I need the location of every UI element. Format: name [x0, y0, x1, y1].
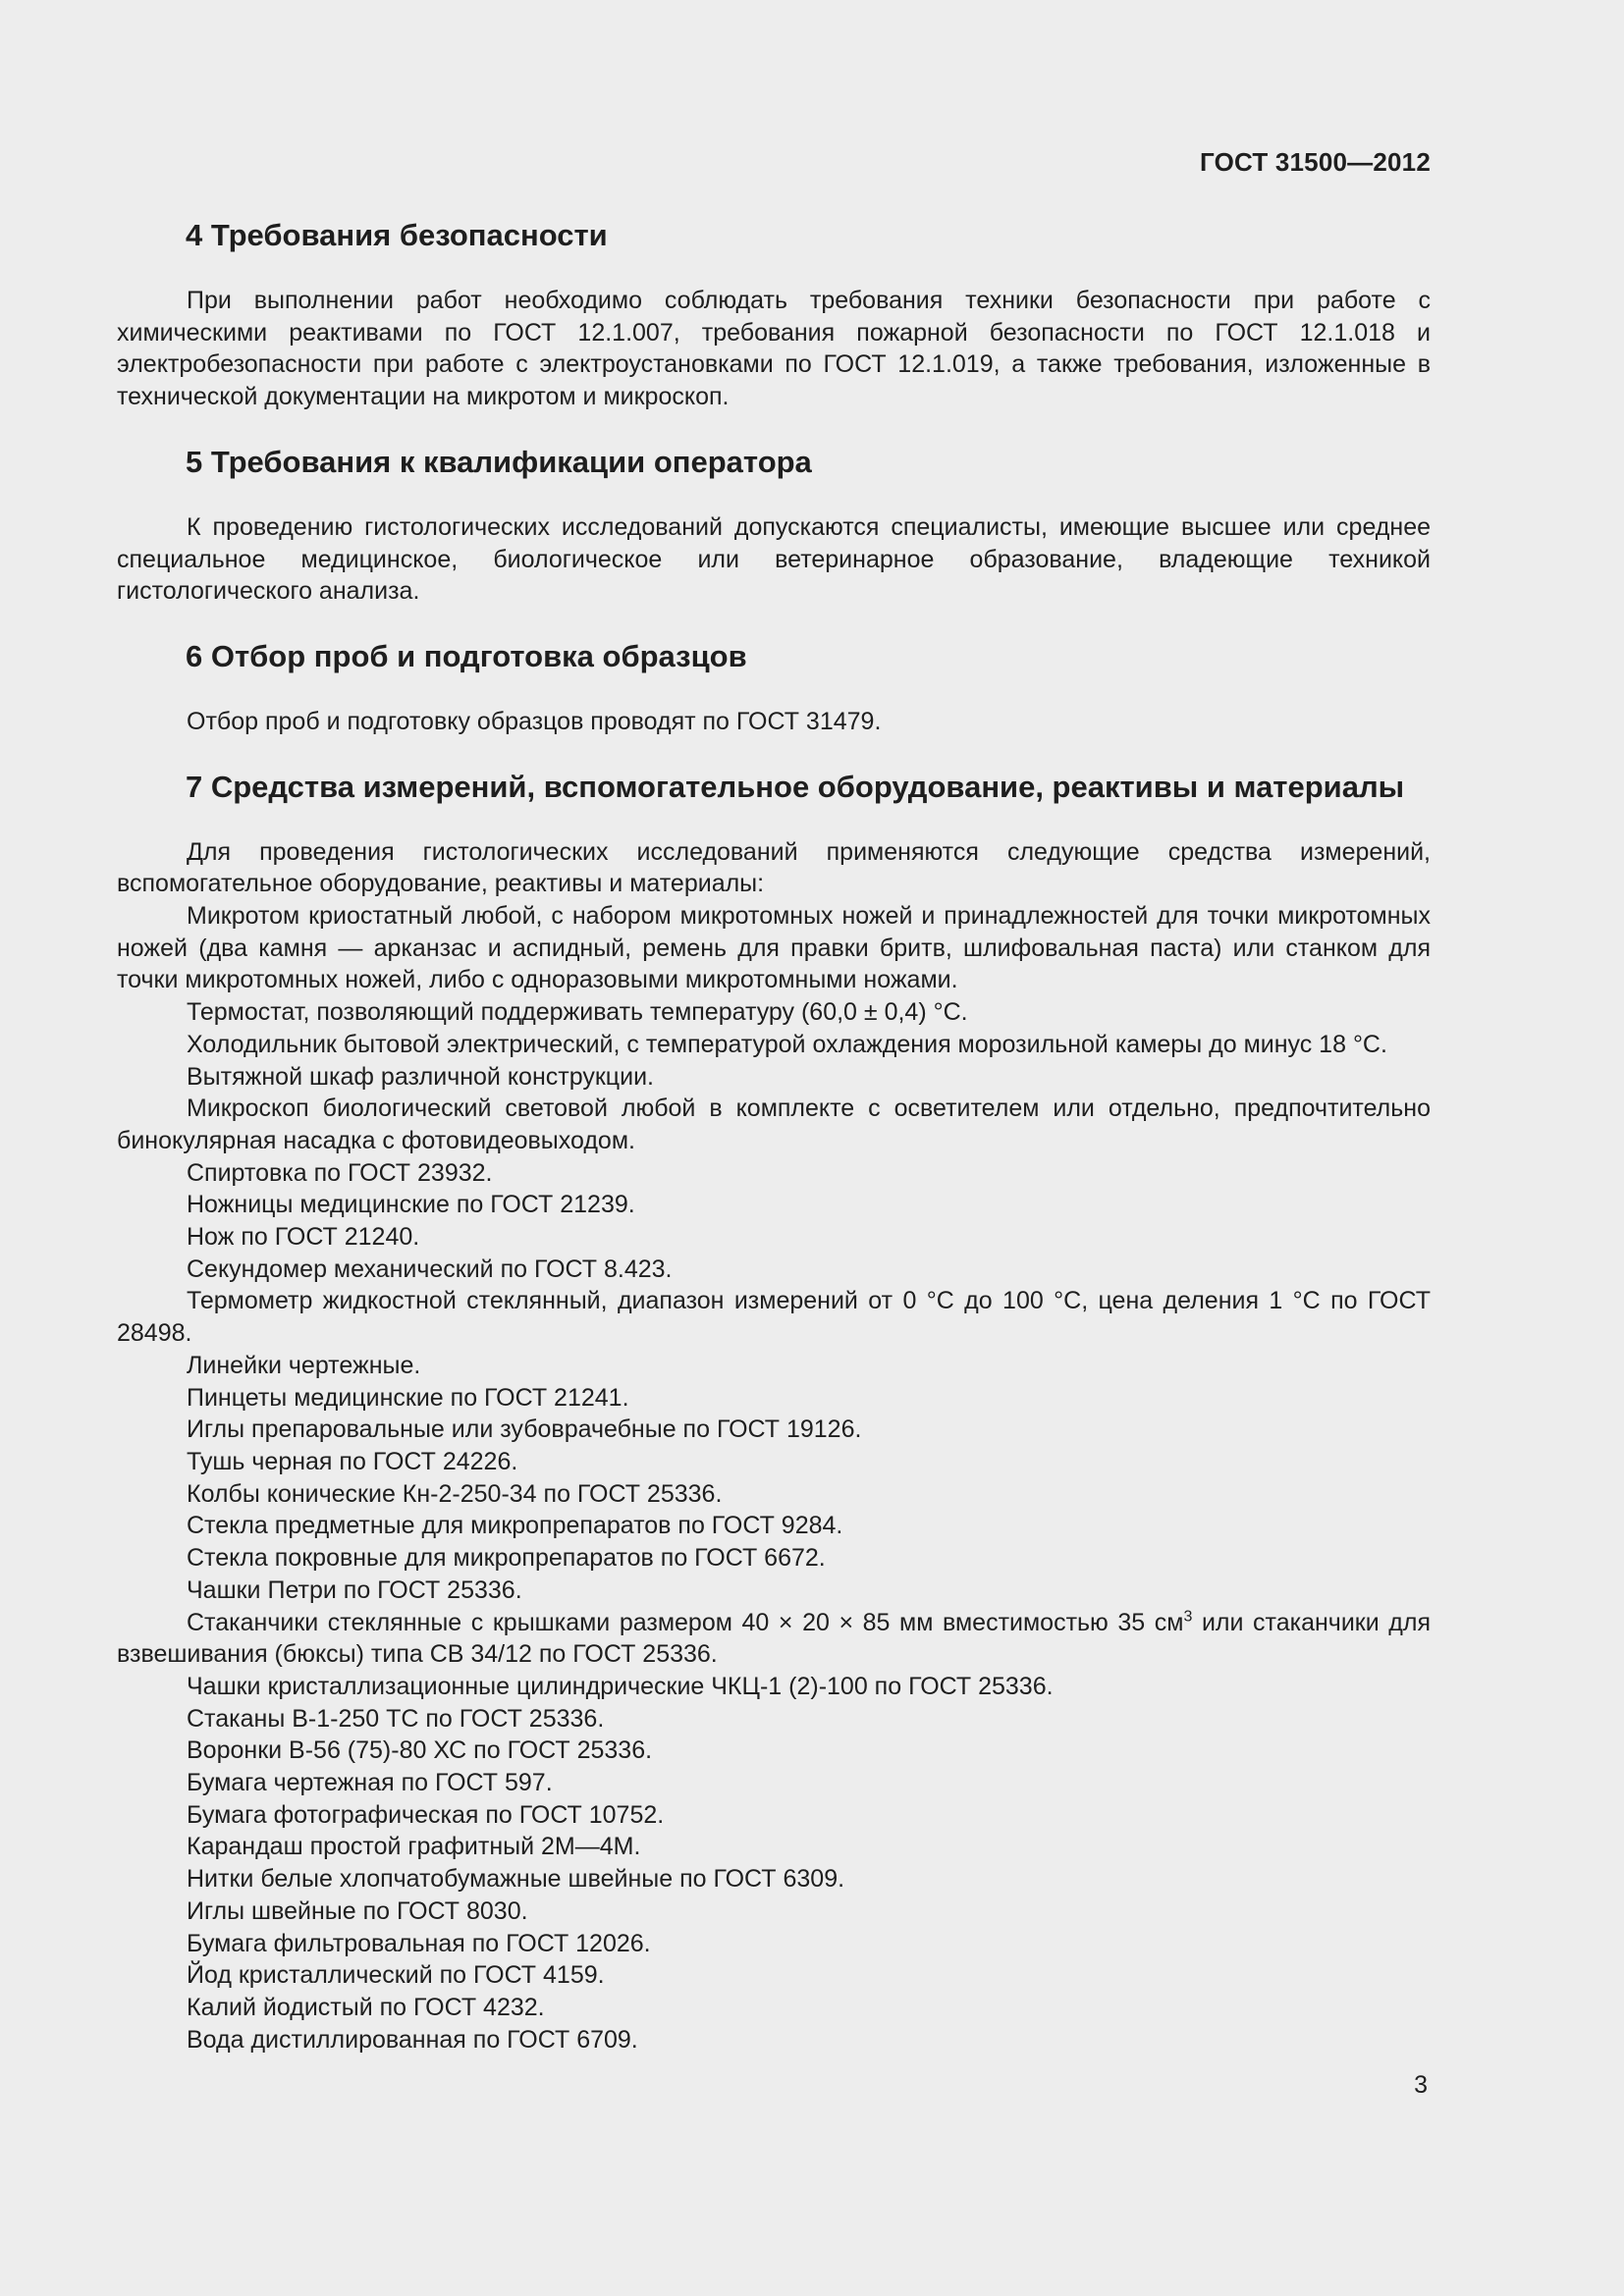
list-item: Вытяжной шкаф различной конструкции.	[187, 1062, 654, 1091]
list-item: Колбы конические Кн-2-250-34 по ГОСТ 25336.	[187, 1479, 723, 1508]
list-item: Ножницы медицинские по ГОСТ 21239.	[187, 1191, 635, 1219]
list-item: Бумага фотографическая по ГОСТ 10752.	[187, 1800, 665, 1829]
list-item: Термостат, позволяющий поддерживать температуру (60,0 ± 0,4) °С.	[187, 998, 968, 1027]
section-equipment	[117, 768, 1431, 2056]
paragraph: Для проведения гистологических исследований применяются следующие средства измерений, вспомогательное оборудование, реактивы и материалы:	[117, 837, 1431, 898]
list-item: Вода дистиллированная по ГОСТ 6709.	[187, 2025, 638, 2054]
section-operator-qualification	[117, 443, 1431, 608]
list-item: Чашки Петри по ГОСТ 25336.	[187, 1575, 522, 1604]
list-item: Спиртовка по ГОСТ 23932.	[187, 1158, 493, 1187]
section-heading: 5 Требования к квалификации оператора	[186, 444, 812, 479]
list-item: Карандаш простой графитный 2М—4М.	[187, 1833, 641, 1861]
list-item: Чашки кристаллизационные цилиндрические ЧКЦ-1 (2)-100 по ГОСТ 25336.	[187, 1672, 1054, 1700]
list-item: Нитки белые хлопчатобумажные швейные по ГОСТ 6309.	[187, 1865, 845, 1894]
list-item: Иглы препаровальные или зубоврачебные по ГОСТ 19126.	[187, 1415, 862, 1444]
list-item: Термометр жидкостной стеклянный, диапазон измерений от 0 °С до 100 °С, цена деления 1 °С по ГОСТ 28498.	[117, 1287, 1431, 1348]
volume-item-text: Стаканчики стеклянные с крышками размером 40 × 20 × 85 мм вместимостью 35 см	[187, 1608, 1184, 1636]
list-item: Пинцеты медицинские по ГОСТ 21241.	[187, 1383, 629, 1412]
list-item	[117, 1607, 1431, 1671]
section-sampling	[117, 637, 1431, 738]
list-item: Микроскоп биологический световой любой в комплекте с осветителем или отдельно, предпочтительно бинокулярная насадка с фотовидеовыходом.	[117, 1095, 1431, 1154]
list-item: Стекла покровные для микропрепаратов по ГОСТ 6672.	[187, 1544, 826, 1573]
list-item: Микротом криостатный любой, с набором микротомных ножей и принадлежностей для точки микротомных ножей (два камня — арканзас и аспидный, ремень для правки бритв, шлифовальная паста) или станком для точки микротомных ножей, либо с одноразовыми микротомными ножами.	[117, 902, 1431, 994]
paragraph: К проведению гистологических исследований допускаются специалисты, имеющие высшее или среднее специальное медицинское, биологическое или ветеринарное образование, владеющие техникой гистологического анализа.	[117, 512, 1431, 606]
list-item: Иглы швейные по ГОСТ 8030.	[187, 1896, 528, 1925]
list-item: Бумага фильтровальная по ГОСТ 12026.	[187, 1929, 651, 1957]
list-item: Воронки В-56 (75)-80 ХС по ГОСТ 25336.	[187, 1736, 653, 1765]
superscript: 3	[1183, 1608, 1193, 1626]
section-safety-requirements	[117, 216, 1431, 413]
paragraph: Отбор проб и подготовку образцов проводят по ГОСТ 31479.	[187, 707, 882, 735]
list-item: Бумага чертежная по ГОСТ 597.	[187, 1769, 553, 1797]
list-item: Нож по ГОСТ 21240.	[187, 1223, 420, 1252]
volume-item-text-cont: или стаканчики для взвешивания (бюксы) типа СВ 34/12 по ГОСТ 25336.	[117, 1608, 1431, 1669]
list-item: Тушь черная по ГОСТ 24226.	[187, 1447, 518, 1475]
document-body	[117, 216, 1431, 2085]
list-item: Линейки чертежные.	[187, 1351, 421, 1379]
section-heading: 6 Отбор проб и подготовка образцов	[186, 638, 747, 673]
list-item: Йод кристаллический по ГОСТ 4159.	[187, 1961, 605, 1990]
page-number: 3	[1414, 2071, 1428, 2099]
section-heading: 7 Средства измерений, вспомогательное оборудование, реактивы и материалы	[186, 769, 1405, 804]
list-item: Стекла предметные для микропрепаратов по ГОСТ 9284.	[187, 1512, 843, 1540]
paragraph: При выполнении работ необходимо соблюдать требования техники безопасности при работе с химическими реактивами по ГОСТ 12.1.007, требования пожарной безопасности по ГОСТ 12.1.018 и электробезопасности при работе с электроустановками по ГОСТ 12.1.019, а также требования, изложенные в технической документации на микротом и микроскоп.	[117, 287, 1431, 411]
list-item: Калий йодистый по ГОСТ 4232.	[187, 1993, 545, 2021]
list-item: Секундомер механический по ГОСТ 8.423.	[187, 1255, 673, 1283]
section-heading: 4 Требования безопасности	[186, 218, 608, 252]
list-item: Стаканы В-1-250 ТС по ГОСТ 25336.	[187, 1704, 605, 1733]
list-item: Холодильник бытовой электрический, с температурой охлаждения морозильной камеры до минус 18 °С.	[187, 1030, 1387, 1058]
document-code: ГОСТ 31500—2012	[1200, 147, 1431, 177]
